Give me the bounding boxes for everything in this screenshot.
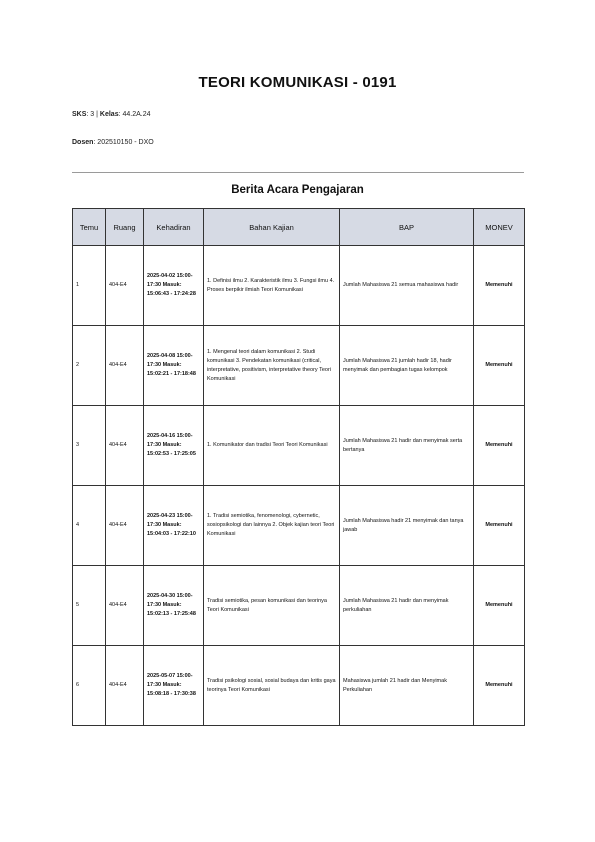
header-monev: MONEV [474,209,525,246]
attendance-table [72,208,525,726]
sks-label: SKS [72,111,87,118]
cell-kehadiran: 2025-05-07 15:00-17:30 Masuk: 15:08:18 - 17:30:38 [144,646,204,726]
header-bahan-kajian: Bahan Kajian [204,209,340,246]
table-row [73,566,525,646]
course-meta-sks-kelas [72,111,151,118]
cell-bap: Jumlah Mahasiswa 21 hadir dan menyimak perkuliahan [340,566,474,646]
kelas-label: Kelas [99,111,119,118]
section-title: Berita Acara Pengajaran [231,184,364,196]
cell-bahan-kajian: 1. Mengenal teori dalam komunikasi 2. Studi komunikasi 3. Pendekatan komunikasi (critical, interpretative, positivism, interpretative theory Teori Komunikasi [204,326,340,406]
cell-bap: Mahasiswa jumlah 21 hadir dan Menyimak Perkuliahan [340,646,474,726]
table-header-row [73,209,525,246]
cell-monev: Memenuhi [474,406,525,486]
table-row [73,646,525,726]
sks-value: : 3 | [86,111,100,118]
cell-bahan-kajian: 1. Komunikator dan tradisi Teori Teori Komunikasi [204,406,340,486]
cell-bap: Jumlah Mahasiswa hadir 21 menyimak dan tanya jawab [340,486,474,566]
cell-temu: 6 [73,646,106,726]
cell-ruang: 404-E4 [106,646,144,726]
cell-bahan-kajian: Tradisi psikologi sosial, sosial budaya dan kritis gaya teorinya Teori Komunikasi [204,646,340,726]
cell-temu: 3 [73,406,106,486]
cell-ruang: 404-E4 [106,246,144,326]
cell-ruang: 404-E4 [106,566,144,646]
cell-ruang: 404-E4 [106,406,144,486]
cell-bap: Jumlah Mahasiswa 21 jumlah hadir 18, hadir menyimak dan pembagian tugas kelompok [340,326,474,406]
cell-kehadiran: 2025-04-02 15:00-17:30 Masuk: 15:06:43 - 17:24:28 [144,246,204,326]
cell-monev: Memenuhi [474,646,525,726]
table-row [73,246,525,326]
cell-ruang: 404-E4 [106,486,144,566]
cell-temu: 2 [73,326,106,406]
header-temu: Temu [73,209,106,246]
cell-temu: 5 [73,566,106,646]
cell-temu: 4 [73,486,106,566]
cell-kehadiran: 2025-04-16 15:00-17:30 Masuk: 15:02:53 - 17:25:05 [144,406,204,486]
cell-kehadiran: 2025-04-08 15:00-17:30 Masuk: 15:02:21 - 17:18:48 [144,326,204,406]
cell-kehadiran: 2025-04-30 15:00-17:30 Masuk: 15:02:13 - 17:25:48 [144,566,204,646]
cell-bap: Jumlah Mahasiswa 21 semua mahasiswa hadir [340,246,474,326]
header-bap: BAP [340,209,474,246]
cell-bahan-kajian: 1. Tradisi semiotika, fenomenologi, cybernetic, sosiopsikologi dan lainnya 2. Objek kajian teori Teori Komunikasi [204,486,340,566]
cell-monev: Memenuhi [474,246,525,326]
dosen-value: : 202510150 - DXO [93,139,154,146]
cell-bap: Jumlah Mahasiswa 21 hadir dan menyimak serta bertanya [340,406,474,486]
dosen-label: Dosen [72,139,94,146]
table-row [73,406,525,486]
table-row [73,326,525,406]
table-row [73,486,525,566]
kelas-value: : 44.2A.24 [118,111,151,118]
cell-bahan-kajian: 1. Definisi ilmu 2. Karakteristik ilmu 3. Fungsi ilmu 4. Proses berpikir ilmiah Teori Komunikasi [204,246,340,326]
cell-ruang: 404-E4 [106,326,144,406]
course-meta-dosen [72,139,154,146]
divider [72,172,524,173]
cell-temu: 1 [73,246,106,326]
cell-monev: Memenuhi [474,486,525,566]
course-title: TEORI KOMUNIKASI - 0191 [198,74,397,91]
cell-monev: Memenuhi [474,566,525,646]
header-kehadiran: Kehadiran [144,209,204,246]
cell-bahan-kajian: Tradisi semiotika, pesan komunikasi dan teorinya Teori Komunikasi [204,566,340,646]
cell-monev: Memenuhi [474,326,525,406]
header-ruang: Ruang [106,209,144,246]
cell-kehadiran: 2025-04-23 15:00-17:30 Masuk: 15:04:03 - 17:22:10 [144,486,204,566]
